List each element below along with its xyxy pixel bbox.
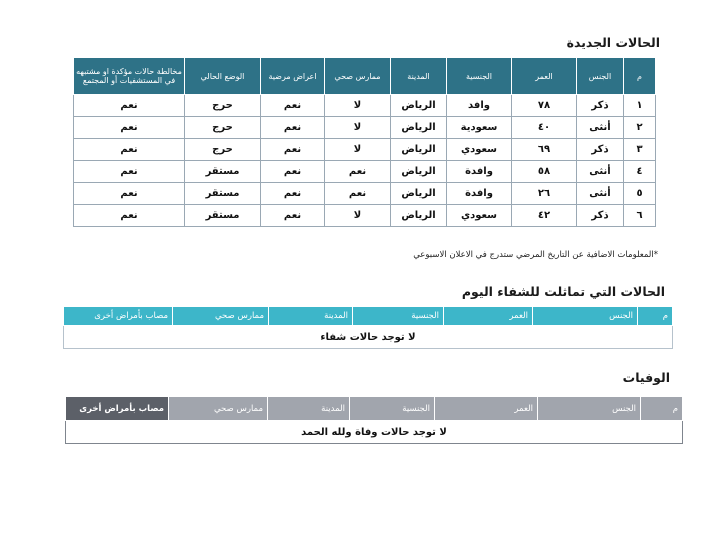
recovered-table [63,306,673,349]
table-cell: نعم [261,205,325,227]
table-row [74,183,656,205]
table-cell: نعم [74,205,185,227]
table-cell: نعم [261,161,325,183]
table-cell: الرياض [391,161,447,183]
new-cases-title: الحالات الجديدة [566,35,660,50]
table-cell: الرياض [391,95,447,117]
table-header-row [66,397,683,421]
table-cell: ٤٠ [512,117,577,139]
table-cell: أنثى [577,117,624,139]
table-cell: أنثى [577,183,624,205]
column-header: م [641,397,683,421]
column-header: م [624,58,656,95]
table-row [74,161,656,183]
column-header: ممارس صحي [325,58,391,95]
table-cell: نعم [74,117,185,139]
table-cell: نعم [261,139,325,161]
table-cell: ٢ [624,117,656,139]
column-header: الجنسية [447,58,512,95]
table-cell: أنثى [577,161,624,183]
table-cell: ٤ [624,161,656,183]
table-cell: ١ [624,95,656,117]
table-cell: لا [325,95,391,117]
table-cell: لا [325,205,391,227]
table-cell: ٦٩ [512,139,577,161]
table-cell: وافدة [447,161,512,183]
deaths-table [65,396,683,444]
table-cell: حرج [185,139,261,161]
table-cell: نعم [325,161,391,183]
column-header: الوضع الحالي [185,58,261,95]
table-row [66,421,683,444]
empty-message: لا توجد حالات شفاء [64,326,673,349]
table-cell: نعم [261,183,325,205]
table-cell: ٥ [624,183,656,205]
column-header: العمر [444,307,533,326]
table-cell: ٦ [624,205,656,227]
column-header: المدينة [269,307,353,326]
table-cell: سعودية [447,117,512,139]
column-header: اعراض مرضية [261,58,325,95]
table-cell: حرج [185,95,261,117]
column-header: الجنسية [353,307,444,326]
table-cell: وافدة [447,183,512,205]
column-header: المدينة [391,58,447,95]
table-row [64,326,673,349]
column-header: المدينة [268,397,350,421]
table-cell: نعم [261,117,325,139]
table-cell: سعودي [447,139,512,161]
column-header: الجنس [577,58,624,95]
table-cell: ٤٢ [512,205,577,227]
table-cell: وافد [447,95,512,117]
table-cell: ذكر [577,95,624,117]
new-cases-table [73,57,656,227]
column-header: العمر [435,397,538,421]
table-header-row [64,307,673,326]
column-header: الجنس [533,307,638,326]
column-header: ممارس صحي [169,397,268,421]
deaths-title: الوفيات [622,370,670,385]
table-cell: نعم [74,139,185,161]
column-header: مخالطة حالات مؤكدة او مشتبهه في المستشفيات أو المجتمع [74,58,185,95]
table-cell: ٥٨ [512,161,577,183]
table-cell: ذكر [577,205,624,227]
table-row [74,139,656,161]
table-cell: الرياض [391,205,447,227]
table-cell: مستقر [185,205,261,227]
column-header: الجنسية [350,397,435,421]
table-cell: ٧٨ [512,95,577,117]
column-header: م [638,307,673,326]
recovered-title: الحالات التي تماثلت للشفاء اليوم [461,284,665,299]
table-cell: نعم [74,95,185,117]
empty-message: لا توجد حالات وفاة ولله الحمد [66,421,683,444]
table-cell: الرياض [391,139,447,161]
table-row [74,117,656,139]
table-row [74,95,656,117]
table-cell: نعم [325,183,391,205]
table-cell: سعودي [447,205,512,227]
table-row [74,205,656,227]
table-cell: لا [325,139,391,161]
table-cell: مستقر [185,183,261,205]
column-header: مصاب بأمراض أخرى [66,397,169,421]
table-cell: نعم [261,95,325,117]
column-header: العمر [512,58,577,95]
table-header-row [74,58,656,95]
table-cell: نعم [74,183,185,205]
column-header: الجنس [538,397,641,421]
table-cell: الرياض [391,183,447,205]
table-cell: ٢٦ [512,183,577,205]
table-cell: ذكر [577,139,624,161]
table-cell: ٣ [624,139,656,161]
table-cell: نعم [74,161,185,183]
column-header: ممارس صحي [173,307,269,326]
table-cell: مستقر [185,161,261,183]
column-header: مصاب بأمراض أخرى [64,307,173,326]
table-cell: الرياض [391,117,447,139]
table-cell: حرج [185,117,261,139]
footnote: *المعلومات الاضافية عن التاريخ المرضي ستدرج في الاعلان الاسبوعي [413,250,658,260]
table-cell: لا [325,117,391,139]
